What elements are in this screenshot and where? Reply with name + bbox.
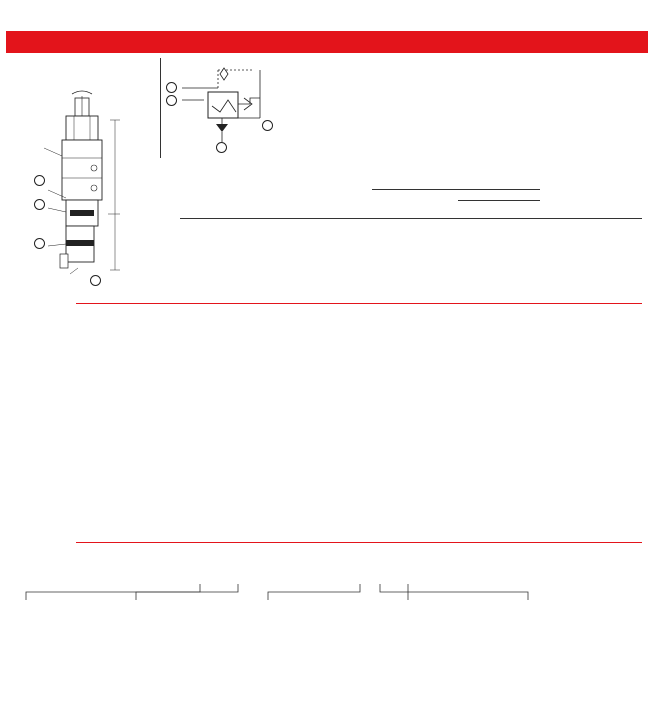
performance-charts <box>0 350 654 430</box>
schematic-port-1-number <box>262 120 273 131</box>
drawing-divider <box>160 58 161 158</box>
schematic-port-2-number <box>166 95 177 106</box>
ordering-rule <box>76 542 642 543</box>
th-c-rule <box>458 200 540 201</box>
th-dims-rule <box>372 189 540 190</box>
schematic-port-4-number <box>166 82 177 93</box>
schematic-port-4 <box>166 82 177 95</box>
port-2 <box>34 238 45 251</box>
port-4 <box>34 175 45 188</box>
schematic-symbol <box>164 58 274 154</box>
performance-rule <box>76 303 642 304</box>
schematic-port-3-number <box>216 142 227 153</box>
port-4-number <box>34 175 45 186</box>
hydraulic-schematic <box>164 58 274 154</box>
port-2-number <box>34 238 45 249</box>
port-1 <box>90 275 101 288</box>
table-top-rule <box>180 218 642 219</box>
order-brackets <box>0 580 654 610</box>
schematic-port-3 <box>216 142 227 155</box>
schematic-port-2 <box>166 95 177 108</box>
valve-drawing <box>20 58 170 290</box>
port-3-number <box>34 199 45 210</box>
port-1-number <box>90 275 101 286</box>
schematic-port-1 <box>262 120 273 133</box>
section-banner <box>6 31 648 53</box>
port-3 <box>34 199 45 212</box>
valve-cross-section <box>20 58 170 290</box>
